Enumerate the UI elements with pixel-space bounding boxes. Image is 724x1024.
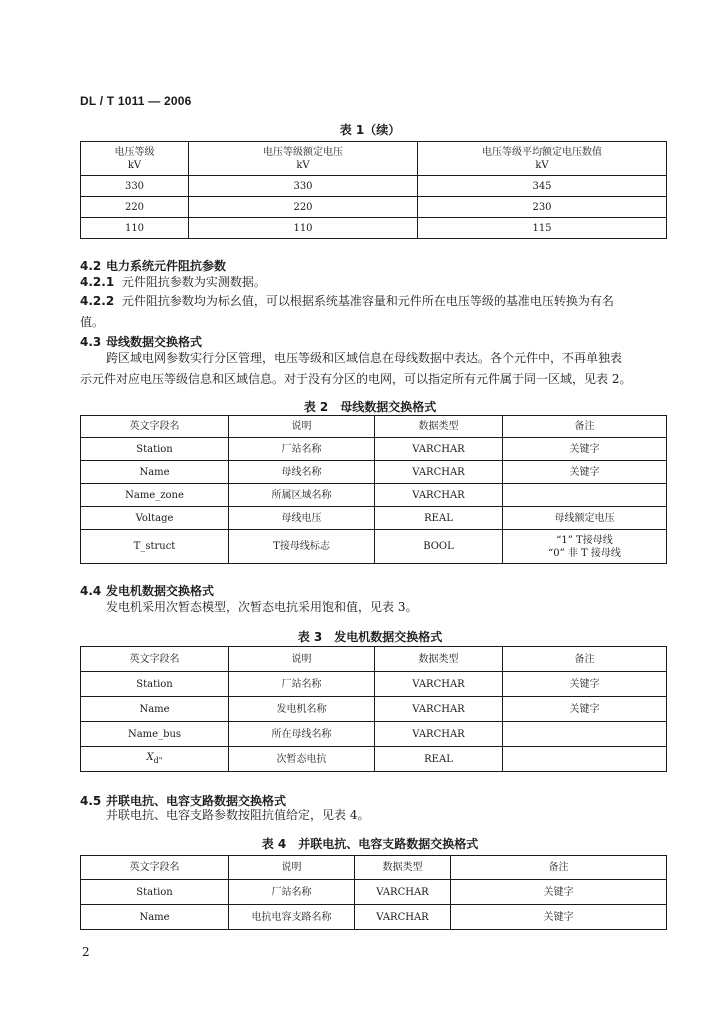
table2-header-cell: 备注 <box>503 416 667 438</box>
table-cell: 110 <box>189 218 418 239</box>
table-cell: Name_bus <box>81 722 229 747</box>
section-4-2-heading: 4.2 电力系统元件阻抗参数 <box>80 259 227 273</box>
table4-header-cell: 备注 <box>451 856 667 880</box>
table-cell <box>503 484 667 507</box>
table4-header-cell: 数据类型 <box>355 856 451 880</box>
table-cell: 关键字 <box>503 438 667 461</box>
table-cell: Name <box>81 461 229 484</box>
table1-caption: 表 1（续） <box>339 123 401 137</box>
table-cell: Name_zone <box>81 484 229 507</box>
table3 <box>80 646 667 772</box>
table-cell <box>503 722 667 747</box>
table-cell: Voltage <box>81 507 229 530</box>
table2-header-cell: 数据类型 <box>375 416 503 438</box>
table-cell: T接母线标志 <box>229 530 375 564</box>
table-cell: 母线电压 <box>229 507 375 530</box>
table-row <box>81 461 667 484</box>
table-row <box>81 747 667 772</box>
table1-header-cell: 电压等级额定电压 kV <box>189 142 418 176</box>
table2 <box>80 415 667 564</box>
table-row <box>81 880 667 905</box>
table-cell: VARCHAR <box>375 484 503 507</box>
section-4-4-paragraph: 发电机采用次暂态模型，次暂态电抗采用饱和值，见表 3。 <box>106 600 418 614</box>
table-cell: VARCHAR <box>375 461 503 484</box>
table4-header-cell: 说明 <box>229 856 355 880</box>
table-cell: Station <box>81 672 229 697</box>
table-row <box>81 672 667 697</box>
table-cell: 电抗电容支路名称 <box>229 905 355 930</box>
table3-header-row <box>81 647 667 672</box>
table2-header-cell: 英文字段名 <box>81 416 229 438</box>
section-4-3-paragraph: 跨区域电网参数实行分区管理，电压等级和区域信息在母线数据中表达。各个元件中，不再单独表 示元件对应电压等级信息和区域信息。对于没有分区的电网，可以指定所有元件属于同一区域，见表 2。 <box>80 351 632 386</box>
table-cell: VARCHAR <box>375 697 503 722</box>
table-cell: 345 <box>418 176 667 197</box>
table-cell: Name <box>81 905 229 930</box>
table-cell: 110 <box>81 218 189 239</box>
table-cell: 关键字 <box>503 697 667 722</box>
table-cell: 次暂态电抗 <box>229 747 375 772</box>
table-row <box>81 507 667 530</box>
table-cell: 220 <box>81 197 189 218</box>
table1 <box>80 141 667 239</box>
section-4-3-heading: 4.3 母线数据交换格式 <box>80 335 203 349</box>
table-cell: VARCHAR <box>375 438 503 461</box>
table-cell: VARCHAR <box>355 880 451 905</box>
table-row <box>81 697 667 722</box>
table-cell: REAL <box>375 507 503 530</box>
table3-header-cell: 英文字段名 <box>81 647 229 672</box>
table-cell: Name <box>81 697 229 722</box>
table-row <box>81 530 667 564</box>
table-cell: 115 <box>418 218 667 239</box>
section-4-4-heading: 4.4 发电机数据交换格式 <box>80 584 215 598</box>
table-cell: VARCHAR <box>375 672 503 697</box>
table-cell: “1” T接母线 “0” 非 T 接母线 <box>503 530 667 564</box>
page-number: 2 <box>82 945 90 959</box>
table-cell: 所在母线名称 <box>229 722 375 747</box>
table-cell: BOOL <box>375 530 503 564</box>
document-header: DL / T 1011 — 2006 <box>80 94 192 108</box>
table1-header-cell: 电压等级平均额定电压数值 kV <box>418 142 667 176</box>
table-row <box>81 218 667 239</box>
table-cell: 330 <box>189 176 418 197</box>
table-cell: 发电机名称 <box>229 697 375 722</box>
table-cell: 关键字 <box>451 905 667 930</box>
table1-header-cell: 电压等级 kV <box>81 142 189 176</box>
table1-header-row <box>81 142 667 176</box>
table-cell: 厂站名称 <box>229 880 355 905</box>
table-cell: VARCHAR <box>355 905 451 930</box>
table-row <box>81 722 667 747</box>
table-cell: 220 <box>189 197 418 218</box>
table-row <box>81 176 667 197</box>
table-cell: 关键字 <box>503 461 667 484</box>
table-cell: 230 <box>418 197 667 218</box>
table-cell: T_struct <box>81 530 229 564</box>
table-cell: $X_{d"}$ <box>81 747 229 772</box>
table-cell: 所属区域名称 <box>229 484 375 507</box>
table3-header-cell: 备注 <box>503 647 667 672</box>
table4-header-cell: 英文字段名 <box>81 856 229 880</box>
table-cell: 母线额定电压 <box>503 507 667 530</box>
table-cell: 330 <box>81 176 189 197</box>
table-row <box>81 484 667 507</box>
table2-header-cell: 说明 <box>229 416 375 438</box>
table3-header-cell: 说明 <box>229 647 375 672</box>
table-cell: VARCHAR <box>375 722 503 747</box>
section-4-2-1: 4.2.1 元件阻抗参数为实测数据。 <box>80 275 266 289</box>
table-cell: Station <box>81 880 229 905</box>
table-row <box>81 905 667 930</box>
section-4-5-paragraph: 并联电抗、电容支路参数按阻抗值给定，见表 4。 <box>106 808 370 822</box>
table3-caption: 表 3 发电机数据交换格式 <box>297 630 443 644</box>
table2-caption: 表 2 母线数据交换格式 <box>303 400 437 414</box>
table-cell: REAL <box>375 747 503 772</box>
table-cell <box>503 747 667 772</box>
table-cell: 关键字 <box>503 672 667 697</box>
table4 <box>80 855 667 930</box>
table-cell: 母线名称 <box>229 461 375 484</box>
table4-caption: 表 4 并联电抗、电容支路数据交换格式 <box>261 837 479 851</box>
table-row <box>81 197 667 218</box>
table2-header-row <box>81 416 667 438</box>
table4-header-row <box>81 856 667 880</box>
table-cell: Station <box>81 438 229 461</box>
table-cell: 厂站名称 <box>229 438 375 461</box>
table3-header-cell: 数据类型 <box>375 647 503 672</box>
table-cell: 厂站名称 <box>229 672 375 697</box>
section-4-5-heading: 4.5 并联电抗、电容支路数据交换格式 <box>80 794 287 808</box>
section-4-2-2: 4.2.2 元件阻抗参数均为标幺值，可以根据系统基准容量和元件所在电压等级的基准电压转换为有名 值。 <box>80 294 614 329</box>
table-row <box>81 438 667 461</box>
table-cell: 关键字 <box>451 880 667 905</box>
